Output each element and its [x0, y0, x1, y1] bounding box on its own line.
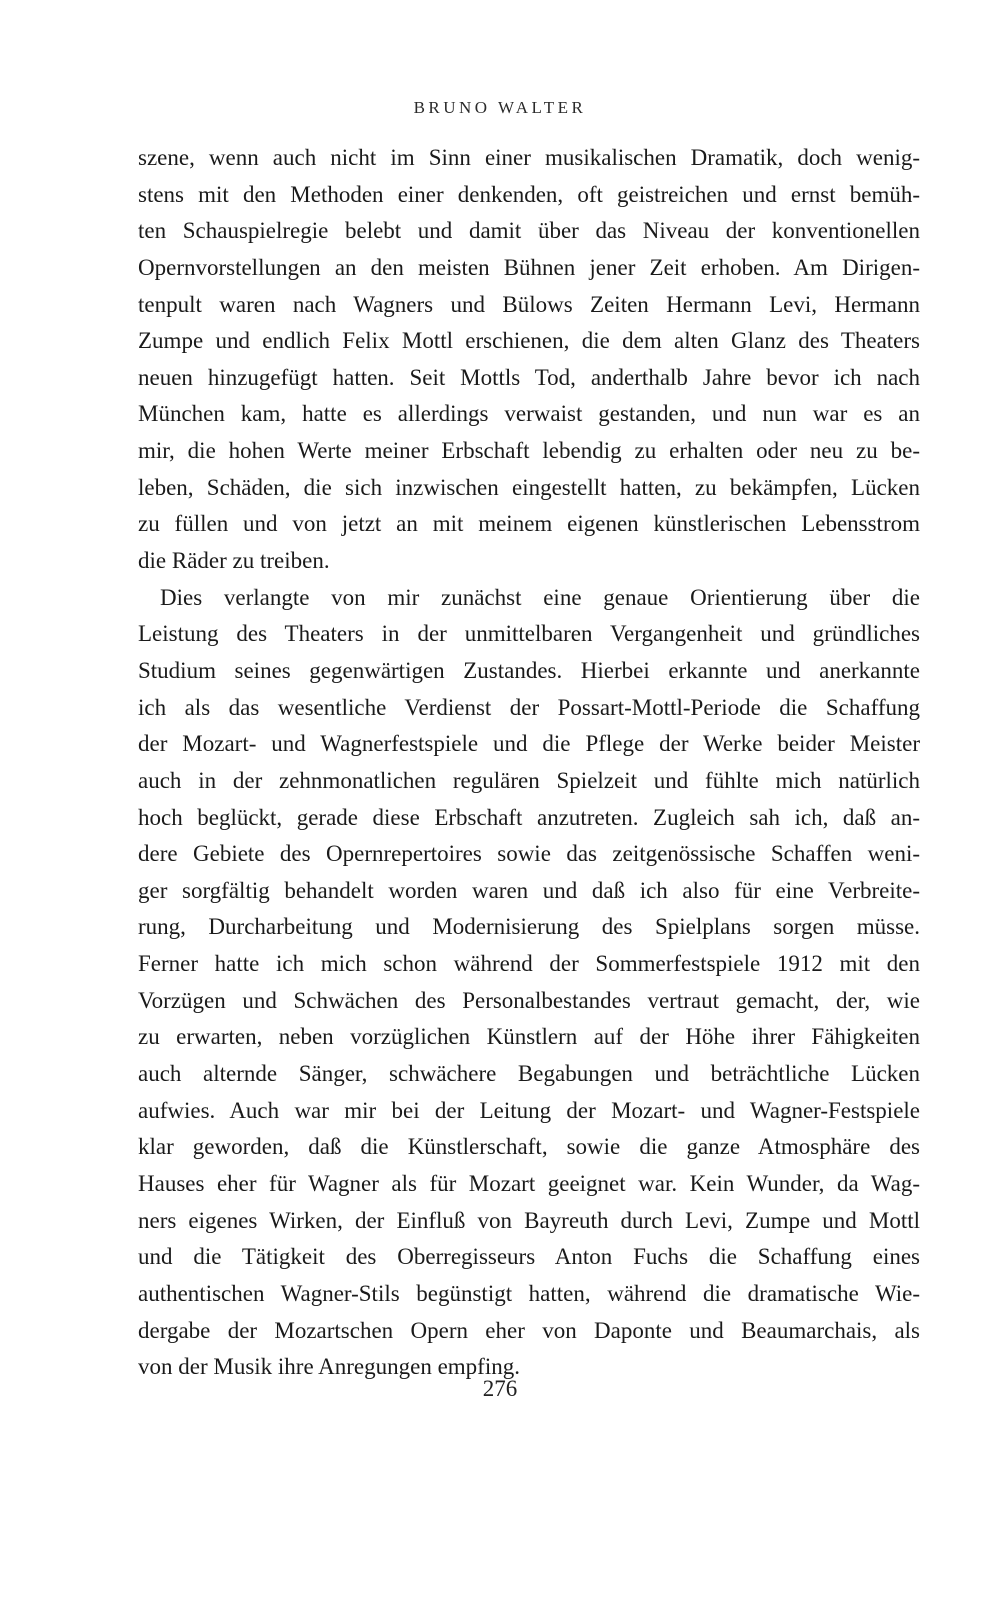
- paragraph: [138, 580, 920, 1386]
- text-line: rung, Durcharbeitung und Modernisierung des Spielplans sorgen müsse.: [138, 914, 920, 940]
- text-line: ners eigenes Wirken, der Einfluß von Bayreuth durch Levi, Zumpe und Mottl: [138, 1207, 920, 1233]
- paragraph: [138, 140, 920, 580]
- text-line: klar geworden, daß die Künstlerschaft, sowie die ganze Atmosphäre des: [138, 1134, 920, 1160]
- text-line: und die Tätigkeit des Oberregisseurs Anton Fuchs die Schaffung eines: [138, 1244, 920, 1270]
- text-line: Hauses eher für Wagner als für Mozart geeignet war. Kein Wunder, da Wag-: [138, 1170, 920, 1196]
- text-line: Leistung des Theaters in der unmittelbaren Vergangenheit und gründliches: [138, 621, 920, 647]
- page-number: 276: [482, 1376, 518, 1401]
- text-line: Opernvorstellungen an den meisten Bühnen jener Zeit erhoben. Am Dirigen-: [138, 254, 920, 280]
- text-line: die Räder zu treiben.: [138, 548, 330, 574]
- text-line: dergabe der Mozartschen Opern eher von Daponte und Beaumarchais, als: [138, 1317, 920, 1343]
- text-line: von der Musik ihre Anregungen empfing.: [138, 1354, 520, 1380]
- text-line: zu erwarten, neben vorzüglichen Künstlern auf der Höhe ihrer Fähigkeiten: [138, 1024, 920, 1050]
- text-line: Dies verlangte von mir zunächst eine genaue Orientierung über die: [160, 584, 920, 610]
- text-line: neuen hinzugefügt hatten. Seit Mottls Tod, anderthalb Jahre bevor ich nach: [138, 364, 920, 390]
- text-line: zu füllen und von jetzt an mit meinem eigenen künstlerischen Lebensstrom: [138, 511, 920, 537]
- text-line: mir, die hohen Werte meiner Erbschaft lebendig zu erhalten oder neu zu be-: [138, 438, 920, 464]
- text-line: der Mozart- und Wagnerfestspiele und die Pflege der Werke beider Meister: [138, 731, 920, 757]
- text-line: Zumpe und endlich Felix Mottl erschienen, die dem alten Glanz des Theaters: [138, 328, 920, 354]
- text-line: München kam, hatte es allerdings verwaist gestanden, und nun war es an: [138, 401, 920, 427]
- text-line: leben, Schäden, die sich inzwischen eingestellt hatten, zu bekämpfen, Lücken: [138, 474, 920, 500]
- text-line: szene, wenn auch nicht im Sinn einer musikalischen Dramatik, doch wenig-: [138, 145, 920, 170]
- text-line: stens mit den Methoden einer denkenden, oft geistreichen und ernst bemüh-: [138, 181, 920, 207]
- text-line: auch alternde Sänger, schwächere Begabungen und beträchtliche Lücken: [138, 1061, 920, 1087]
- body-text: [138, 140, 920, 1386]
- text-line: ten Schauspielregie belebt und damit über das Niveau der konventionellen: [138, 218, 920, 244]
- text-line: tenpult waren nach Wagners und Bülows Zeiten Hermann Levi, Hermann: [138, 291, 920, 317]
- text-line: auch in der zehnmonatlichen regulären Spielzeit und fühlte mich natürlich: [138, 767, 920, 793]
- text-line: hoch beglückt, gerade diese Erbschaft anzutreten. Zugleich sah ich, daß an-: [138, 804, 920, 830]
- text-line: aufwies. Auch war mir bei der Leitung der Mozart- und Wagner-Festspiele: [138, 1097, 920, 1123]
- text-line: Ferner hatte ich mich schon während der Sommerfestspiele 1912 mit den: [138, 951, 920, 977]
- running-head: BRUNO WALTER: [413, 98, 587, 117]
- text-line: dere Gebiete des Opernrepertoires sowie das zeitgenössische Schaffen weni-: [138, 841, 920, 867]
- text-line: ger sorgfältig behandelt worden waren und daß ich also für eine Verbreite-: [138, 877, 920, 903]
- text-line: Vorzügen und Schwächen des Personalbestandes vertraut gemacht, der, wie: [138, 987, 920, 1013]
- text-line: ich als das wesentliche Verdienst der Possart-Mottl-Periode die Schaffung: [138, 694, 920, 720]
- text-line: Studium seines gegenwärtigen Zustandes. Hierbei erkannte und anerkannte: [138, 657, 920, 683]
- text-line: authentischen Wagner-Stils begünstigt hatten, während die dramatische Wie-: [138, 1280, 920, 1306]
